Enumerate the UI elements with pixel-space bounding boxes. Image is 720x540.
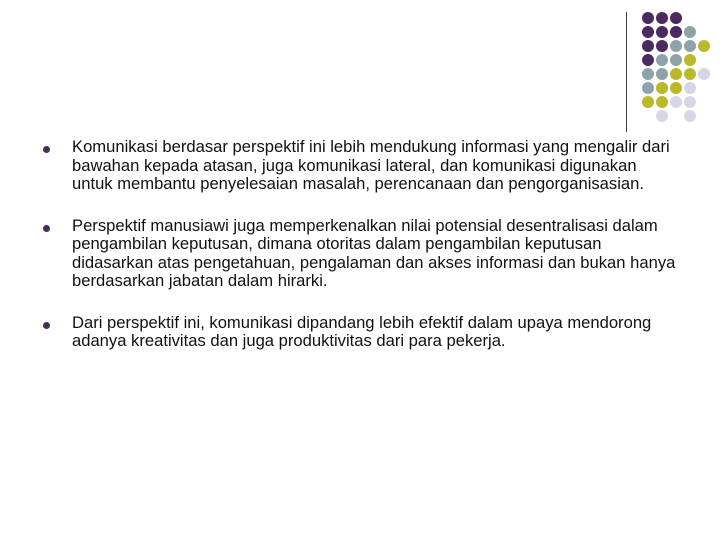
list-item (40, 217, 680, 291)
bullet-text: Perspektif manusiawi juga memperkenalkan nilai potensial desentralisasi dalam pengambilan keputusan, dimana otoritas dalam pengambilan keputusan didasarkan atas pengetahuan, pengalaman dan akses informasi dan bukan hanya berdasarkan jabatan dalam hirarki. (72, 215, 676, 290)
decorative-dot (656, 26, 668, 38)
decorative-dot (642, 26, 654, 38)
decorative-dot (670, 96, 682, 108)
bullet-icon (43, 146, 50, 153)
bullet-text: Komunikasi berdasar perspektif ini lebih mendukung informasi yang mengalir dari bawahan kepada atasan, juga komunikasi lateral, dan komunikasi digunakan untuk membantu penyelesaian masalah, perencanaan dan pengorganisasian. (72, 137, 670, 193)
bullet-list (40, 138, 680, 374)
decorative-dot (642, 68, 654, 80)
decorative-dot (684, 54, 696, 66)
decorative-dot (670, 54, 682, 66)
decorative-dot (684, 110, 696, 122)
bullet-icon (43, 322, 50, 329)
decorative-dot (642, 82, 654, 94)
decorative-dot (698, 40, 710, 52)
decorative-dot (684, 68, 696, 80)
decorative-dot (656, 110, 668, 122)
decorative-dot (670, 82, 682, 94)
decorative-dot (656, 68, 668, 80)
decorative-dot-grid (0, 0, 720, 140)
decorative-dot (642, 96, 654, 108)
decorative-dot (684, 96, 696, 108)
decorative-dot (642, 54, 654, 66)
decorative-dot (656, 96, 668, 108)
decorative-dot (656, 12, 668, 24)
decorative-dot (670, 26, 682, 38)
decorative-dot (656, 82, 668, 94)
decorative-dot (670, 68, 682, 80)
decorative-divider-line (626, 12, 627, 132)
decorative-dot (698, 68, 710, 80)
decorative-dot (670, 12, 682, 24)
decorative-dot (656, 40, 668, 52)
bullet-text: Dari perspektif ini, komunikasi dipandang lebih efektif dalam upaya mendorong adanya kreativitas dan juga produktivitas dari para pekerja. (72, 312, 652, 350)
decorative-dot (656, 54, 668, 66)
decorative-dot (642, 40, 654, 52)
decorative-dot (642, 12, 654, 24)
decorative-dot (670, 40, 682, 52)
decorative-dot (684, 82, 696, 94)
list-item (40, 314, 680, 351)
decorative-dot (684, 26, 696, 38)
bullet-icon (43, 225, 50, 232)
list-item (40, 138, 680, 194)
decorative-dot (684, 40, 696, 52)
